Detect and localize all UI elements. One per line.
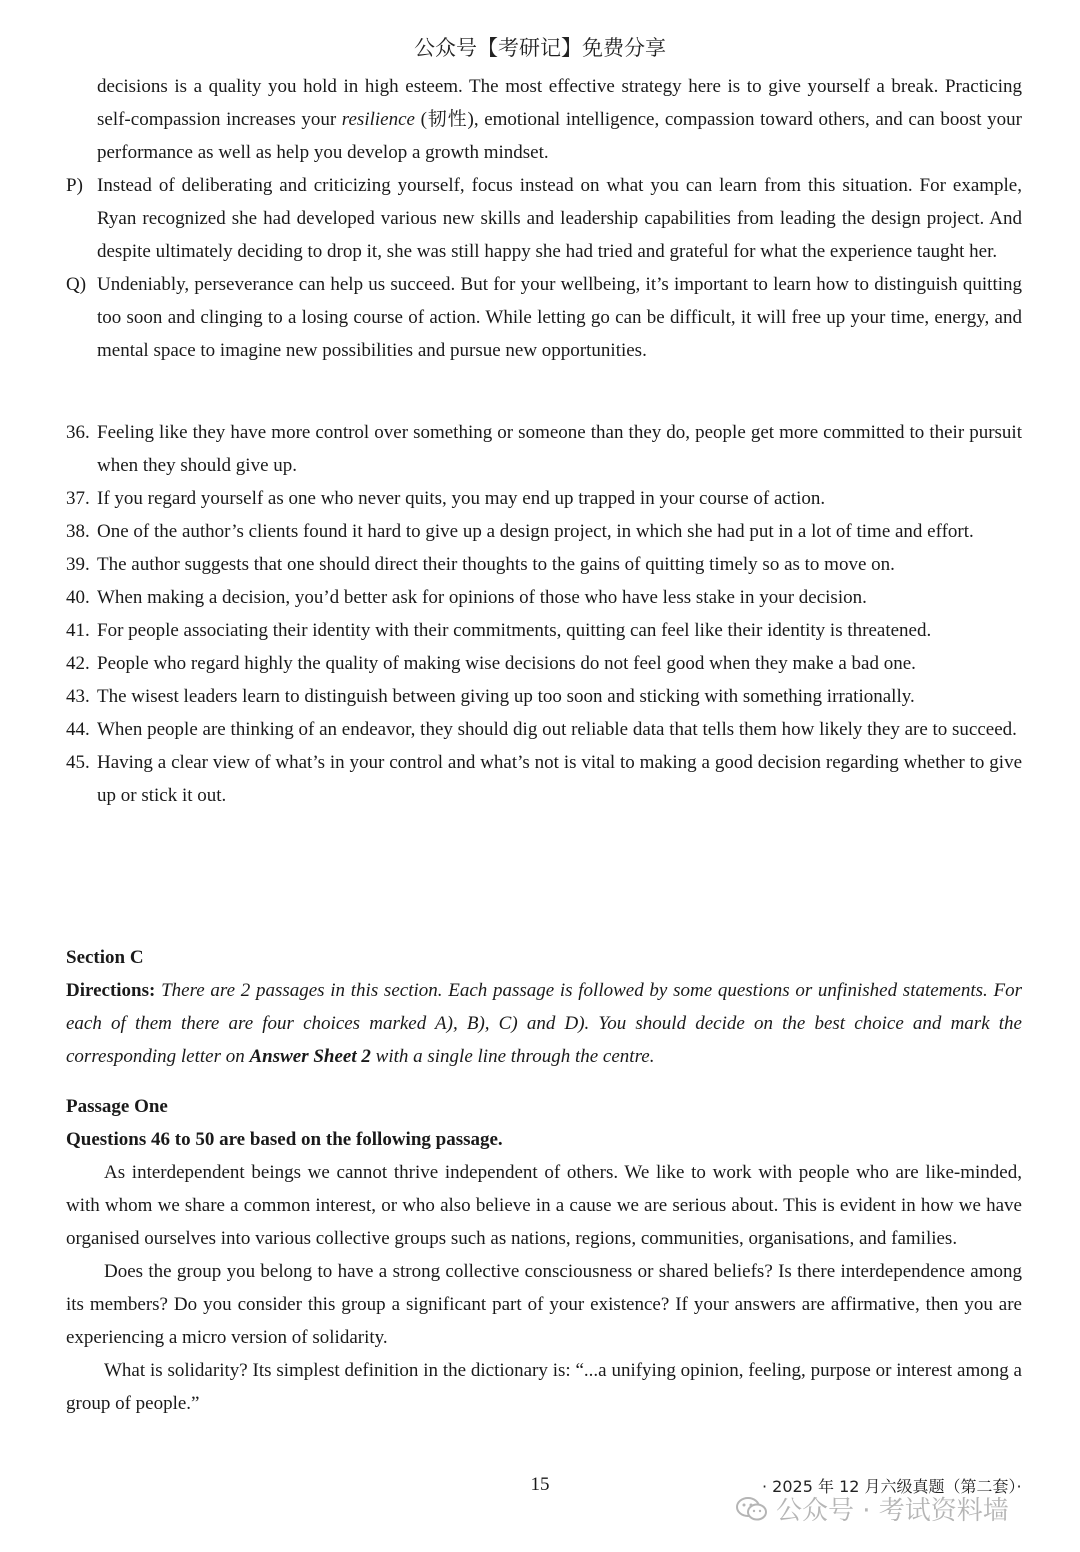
question-text: The wisest leaders learn to distinguish between giving up too soon and sticking with something irrationally.: [97, 686, 915, 707]
question-item: [66, 482, 1022, 515]
option-label: Q): [66, 274, 87, 295]
question-text: People who regard highly the quality of making wise decisions do not feel good when they make a bad one.: [97, 653, 916, 674]
question-text: When making a decision, you’d better ask for opinions of those who have less stake in your decision.: [97, 587, 867, 608]
question-number: 42.: [66, 653, 90, 674]
passage-paragraph: Does the group you belong to have a strong collective consciousness or shared beliefs? Is there interdependence among its members? Do you consider this group a significant part of your existence? If your answers are affirmative, then you are experiencing a micro version of solidarity.: [66, 1261, 1022, 1348]
option-text: Undeniably, perseverance can help us succeed. But for your wellbeing, it’s important to learn how to distinguish quitting too soon and clinging to a losing course of action. While letting go can be difficult, it will free up your time, energy, and mental space to imagine new possibilities and pursue new opportunities.: [97, 274, 1022, 361]
question-number: 40.: [66, 587, 90, 608]
question-item: [66, 548, 1022, 581]
question-text: Having a clear view of what’s in your control and what’s not is vital to making a good decision regarding whether to give up or stick it out.: [97, 752, 1022, 806]
option-label: P): [66, 175, 83, 196]
passage-paragraph: As interdependent beings we cannot thrive independent of others. We like to work with people who are like-minded, with whom we share a common interest, or who also believe in a cause we are serious about. This is evident in how we have organised ourselves into various collective groups such as nations, regions, communities, organisations, and families.: [66, 1162, 1022, 1249]
question-item: [66, 581, 1022, 614]
questions-list: [66, 416, 1022, 812]
question-item: [66, 416, 1022, 482]
question-number: 44.: [66, 719, 90, 740]
question-number: 45.: [66, 752, 90, 773]
question-number: 39.: [66, 554, 90, 575]
question-text: For people associating their identity with their commitments, quitting can feel like their identity is threatened.: [97, 620, 932, 641]
option-o-continued: decisions is a quality you hold in high esteem. The most effective strategy here is to give yourself a break. Practicing self-compassion increases your resilience (韧性), emotional intelligence, compassion toward others, and can boost your performance as well as help you develop a growth mindset.: [97, 76, 1023, 163]
question-number: 38.: [66, 521, 90, 542]
option-q: [66, 268, 1022, 367]
question-text: The author suggests that one should direct their thoughts to the gains of quitting timely so as to move on.: [97, 554, 895, 575]
question-text: When people are thinking of an endeavor, they should dig out reliable data that tells them how likely they are to succeed.: [97, 719, 1017, 740]
section-directions: Directions: There are 2 passages in this section. Each passage is followed by some questions or unfinished statements. For each of them there are four choices marked A), B), C) and D). You should decide on the best choice and mark the corresponding letter on Answer Sheet 2 with a single line through the centre.: [66, 980, 1022, 1067]
question-item: [66, 680, 1022, 713]
question-text: Feeling like they have more control over something or someone than they do, people get more committed to their pursuit when they should give up.: [97, 422, 1022, 476]
question-item: [66, 515, 1022, 548]
question-number: 36.: [66, 422, 90, 443]
question-number: 41.: [66, 620, 90, 641]
passage-subtitle: Questions 46 to 50 are based on the following passage.: [66, 1129, 503, 1150]
watermark: [736, 1490, 1009, 1527]
question-text: If you regard yourself as one who never quits, you may end up trapped in your course of action.: [97, 488, 826, 509]
page-header: 公众号【考研记】免费分享: [414, 36, 666, 60]
section-c: [66, 941, 1022, 1073]
question-text: One of the author’s clients found it hard to give up a design project, in which she had put in a lot of time and effort.: [97, 521, 974, 542]
exam-label: · 2025 年 12 月六级真题（第二套）·: [762, 1477, 1022, 1496]
question-number: 37.: [66, 488, 90, 509]
passage-title: Passage One: [66, 1096, 168, 1117]
option-p: [66, 169, 1022, 268]
question-item: [66, 647, 1022, 680]
wechat-icon: [736, 1496, 768, 1522]
page-number: 15: [530, 1474, 550, 1495]
question-item: [66, 614, 1022, 647]
option-text: Instead of deliberating and criticizing yourself, focus instead on what you can learn from this situation. For example, Ryan recognized she had developed various new skills and leadership capabilities from leading the design project. And despite ultimately deciding to drop it, she was still happy she had tried and grateful for what the experience taught her.: [97, 175, 1022, 262]
watermark-text: 公众号 · 考试资料墙: [776, 1496, 1009, 1526]
passage-one: [66, 1090, 1022, 1420]
section-title: Section C: [66, 947, 144, 968]
passage-options-block: [66, 70, 1022, 367]
passage-paragraph: What is solidarity? Its simplest definition in the dictionary is: “...a unifying opinion, feeling, purpose or interest among a group of people.”: [66, 1360, 1022, 1414]
question-item: [66, 713, 1022, 746]
question-number: 43.: [66, 686, 90, 707]
question-item: [66, 746, 1022, 812]
